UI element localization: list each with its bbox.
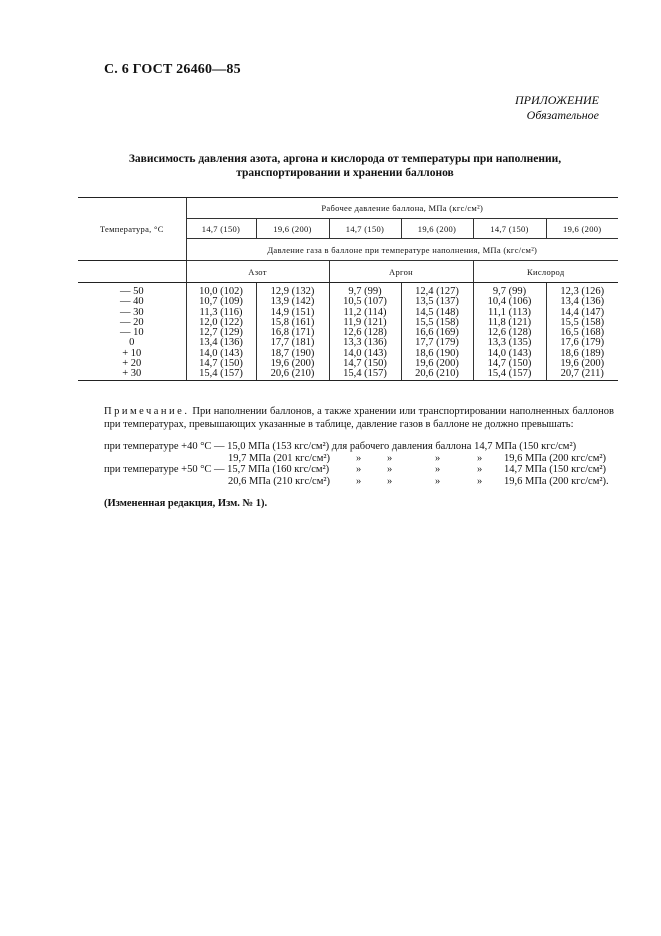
pressure-value-cell: 15,4 (157) [186,369,256,380]
table-row [78,283,618,298]
note-line-2-prefix: 19,7 МПа (201 кгс/см²) [228,453,331,464]
gas-header-argon: Аргон [329,261,473,283]
pressure-value-cell: 12,6 (128) [473,328,546,338]
ditto-mark: » [356,476,362,487]
table-row [78,369,618,380]
temperature-cell: + 30 [78,369,186,380]
temperature-cell: + 20 [122,358,142,370]
appendix-label [515,93,599,123]
ditto-mark: » [477,476,483,487]
note-line-3-prefix: при температуре +50 °С — 15,7 МПа (160 кгс/см²) [104,464,330,475]
appendix-title: ПРИЛОЖЕНИЕ [515,93,599,107]
appendix-status: Обязательное [526,108,599,122]
pressure-value-cell: 14,4 (147) [546,308,618,318]
pressure-value-cell: 18,6 (190) [401,349,473,359]
pressure-value-cell: 14,7 (150) [473,359,546,369]
ditto-mark: » [387,464,393,475]
pressure-value-cell: 10,7 (109) [186,297,256,307]
gas-header-nitrogen: Азот [186,261,329,283]
pressure-value-cell: 16,6 (169) [401,328,473,338]
pressure-value-cell: 12,4 (127) [401,283,473,298]
pressure-value-cell: 13,4 (136) [546,297,618,307]
ditto-mark: » [435,476,441,487]
caption-line-2: транспортировании и хранении баллонов [236,167,454,179]
temperature-cell: — 20 [119,316,144,328]
gas-header-oxygen: Кислород [473,261,618,283]
pressure-value-cell: 12,6 (128) [329,328,401,338]
pressure-value-cell: 17,6 (179) [546,338,618,348]
temperature-header-spacer [78,261,186,283]
pressure-value-cell: 15,4 (157) [329,369,401,380]
pressure-value-cell: 13,5 (137) [401,297,473,307]
pressure-value-cell: 19,6 (200) [256,359,329,369]
pressure-table [78,197,618,381]
note-line-1-prefix: при температуре +40 °С — 15,0 МПа (153 кгс/см²) [104,441,330,452]
note-line-1-suffix: 14,7 МПа (150 кгс/см²) [474,441,577,452]
note-line-4-prefix: 20,6 МПа (210 кгс/см²) [228,476,331,487]
pressure-value-cell: 19,6 (200) [546,359,618,369]
pressure-value-cell: 12,0 (122) [186,318,256,328]
ditto-mark: » [387,453,393,464]
pressure-value-cell: 11,3 (116) [186,308,256,318]
pressure-value-cell: 10,5 (107) [329,297,401,307]
pressure-value-cell: 11,9 (121) [329,318,401,328]
temperature-cell: — 10 [119,327,144,339]
pressure-value-cell: 19,6 (200) [401,359,473,369]
pressure-value-cell: 16,8 (171) [256,328,329,338]
pressure-value-cell: 13,3 (135) [473,338,546,348]
pressure-value-cell: 15,8 (161) [256,318,329,328]
pressure-value-cell: 18,7 (190) [256,349,329,359]
note-line-1 [104,441,576,453]
temperature-cell: — 50 [119,286,144,297]
pressure-value-cell: 12,7 (129) [186,328,256,338]
pressure-value-cell: 20,6 (210) [256,369,329,380]
temperature-cell: — 30 [119,306,144,318]
pressure-value-cell: 15,5 (158) [401,318,473,328]
pressure-value-cell: 14,7 (150) [186,359,256,369]
pressure-value-cell: 17,7 (181) [256,338,329,348]
pressure-value-cell: 12,9 (132) [256,283,329,298]
note-line-1-middle: для рабочего давления баллона [331,441,472,452]
ditto-mark: » [387,476,393,487]
pressure-col-header: 14,7 (150) [473,219,546,239]
temperature-cell: 0 [129,337,135,349]
pressure-col-header: 14,7 (150) [186,219,256,239]
pressure-value-cell: 17,7 (179) [401,338,473,348]
pressure-value-cell: 13,9 (142) [256,297,329,307]
note-label: Примечание. [104,406,190,417]
ditto-mark: » [477,464,483,475]
pressure-col-header: 19,6 (200) [546,219,618,239]
pressure-value-cell: 9,7 (99) [329,283,401,298]
pressure-col-header: 19,6 (200) [401,219,473,239]
ditto-mark: » [435,453,441,464]
pressure-value-cell: 10,4 (106) [473,297,546,307]
note-line-3 [104,464,329,476]
caption-line-1: Зависимость давления азота, аргона и кислорода от температуры при наполнении, [128,153,562,165]
edited-note: (Измененная редакция, Изм. № 1). [104,498,268,509]
ditto-mark: » [356,464,362,475]
pressure-value-cell: 14,0 (143) [186,349,256,359]
pressure-value-cell: 11,1 (113) [473,308,546,318]
temperature-cell: — 40 [119,296,144,308]
pressure-value-cell: 18,6 (189) [546,349,618,359]
table-caption [100,152,590,180]
pressure-value-cell: 13,4 (136) [186,338,256,348]
pressure-value-cell: 14,0 (143) [329,349,401,359]
pressure-value-cell: 10,0 (102) [186,283,256,298]
ditto-mark: » [477,453,483,464]
pressure-value-cell: 15,4 (157) [473,369,546,380]
note-line-4-suffix: 19,6 МПа (200 кгс/см²). [504,476,609,487]
pressure-value-cell: 14,7 (150) [329,359,401,369]
pressure-value-cell: 14,5 (148) [401,308,473,318]
note-line-3-suffix: 14,7 МПа (150 кгс/см²) [504,464,607,475]
pressure-value-cell: 12,3 (126) [546,283,618,298]
ditto-mark: » [356,453,362,464]
pressure-value-cell: 16,5 (168) [546,328,618,338]
note-block [104,406,614,431]
note-line-4 [228,476,330,488]
note-line-2-suffix: 19,6 МПа (200 кгс/см²) [504,453,607,464]
pressure-value-cell: 14,0 (143) [473,349,546,359]
pressure-col-header: 14,7 (150) [329,219,401,239]
working-pressure-header: Рабочее давление баллона, МПа (кгс/см²) [186,198,618,219]
temperature-cell: + 10 [122,347,142,359]
page-header: С. 6 ГОСТ 26460—85 [104,62,241,77]
ditto-mark: » [435,464,441,475]
pressure-value-cell: 13,3 (136) [329,338,401,348]
pressure-value-cell: 9,7 (99) [473,283,546,298]
note-text: При наполнении баллонов, а также хранении или транспортировании наполненных баллонов при температурах, превышающих указанные в таблице, давление газов в баллоне не должно превышать: [104,406,615,430]
temperature-header: Температура, °С [78,198,186,261]
pressure-value-cell: 20,6 (210) [401,369,473,380]
pressure-value-cell: 11,8 (121) [473,318,546,328]
pressure-col-header: 19,6 (200) [256,219,329,239]
pressure-value-cell: 20,7 (211) [546,369,618,380]
fill-pressure-header: Давление газа в баллоне при температуре наполнения, МПа (кгс/см²) [186,239,618,261]
pressure-value-cell: 15,5 (158) [546,318,618,328]
pressure-value-cell: 14,9 (151) [256,308,329,318]
pressure-value-cell: 11,2 (114) [329,308,401,318]
